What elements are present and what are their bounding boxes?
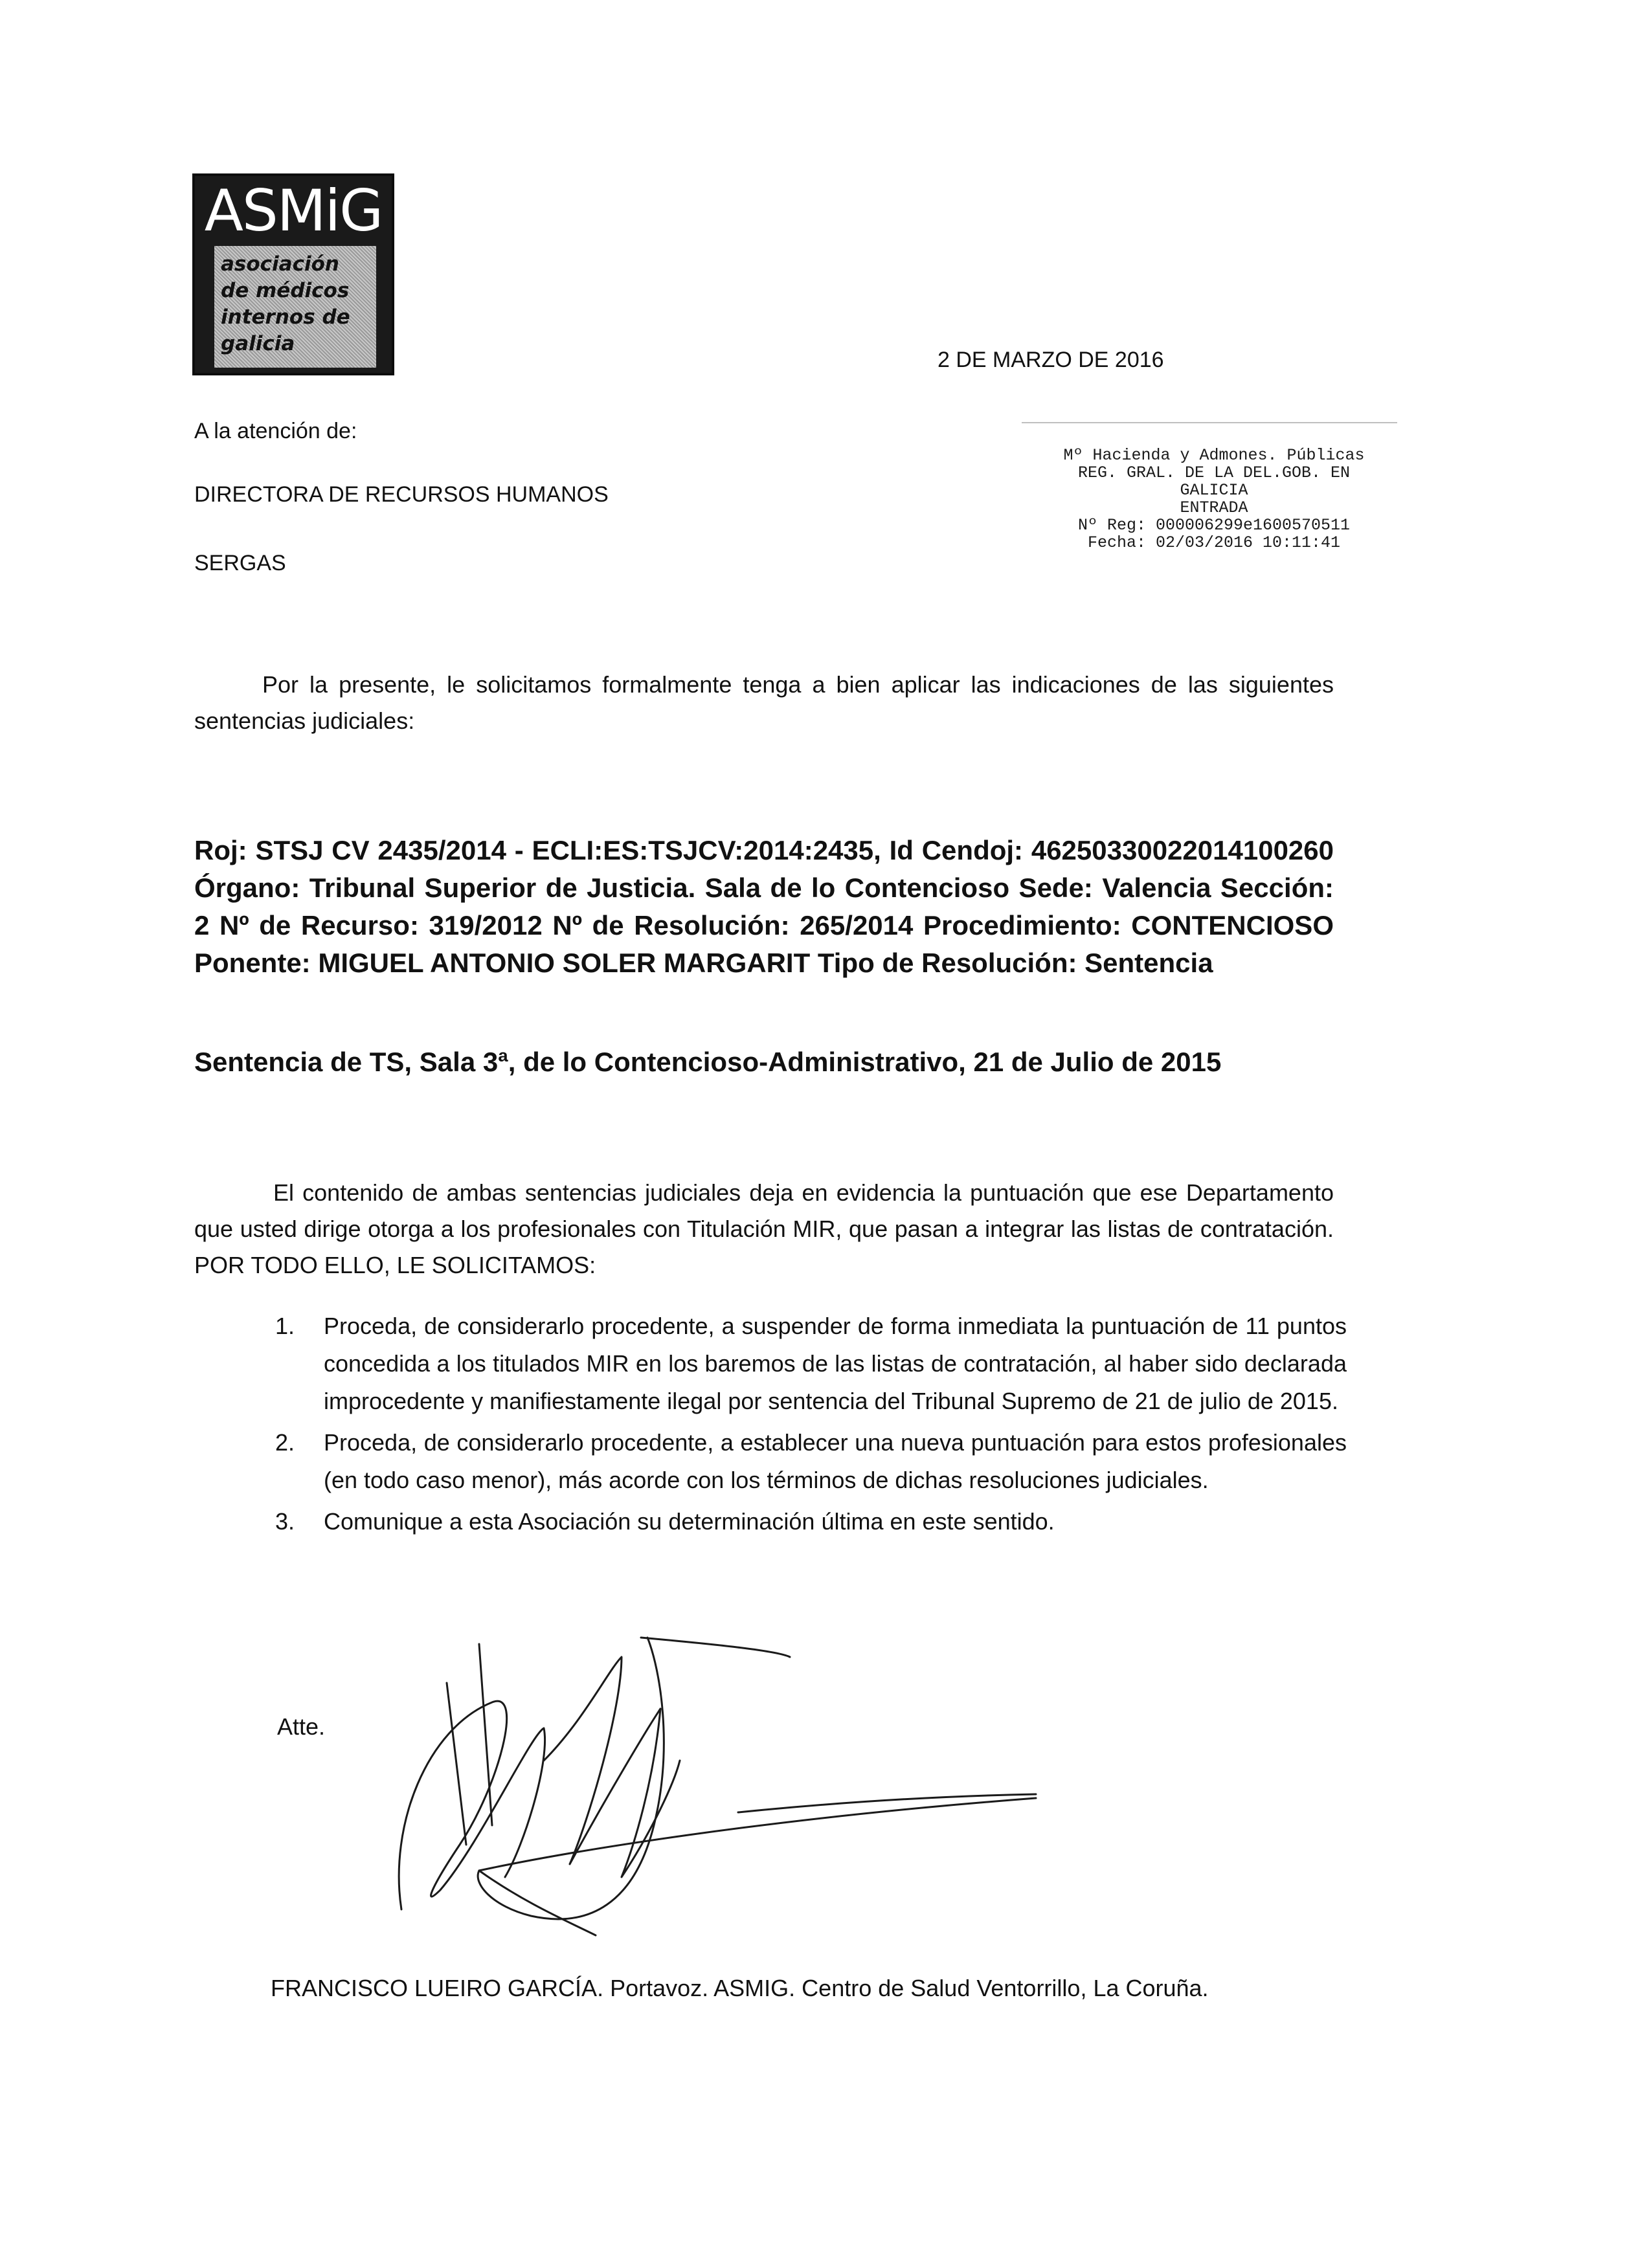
main-paragraph: El contenido de ambas sentencias judiciales deja en evidencia la puntuación que ese Departamento que usted dirige otorga a los profesionales con Titulación MIR, que pasan a integrar las listas de contratación. POR TODO ELLO, LE SOLICITAMOS: xyxy=(194,1179,1334,1278)
request-number: 2. xyxy=(275,1429,295,1456)
logo-subtitle-line: asociación xyxy=(221,252,339,276)
asmig-logo xyxy=(192,173,394,375)
attention-label: A la atención de: xyxy=(194,419,357,443)
judgment-reference-1: Roj: STSJ CV 2435/2014 - ECLI:ES:TSJCV:2014:2435, Id Cendoj: 46250330022014100260 Órgano: Tribunal Superior de Justicia. Sala de lo Contencioso Sede: Valencia Sección: 2 Nº de Recurso: 319/2012 Nº de Resolución: 265/2014 Procedimiento: CONTENCIOSO Ponente: MIGUEL ANTONIO SOLER MARGARIT Tipo de Resolución: Sentencia xyxy=(194,835,1334,978)
closing-salutation: Atte. xyxy=(277,1713,326,1740)
request-item xyxy=(194,1307,1347,1420)
logo-title: ASMiG xyxy=(204,177,383,244)
stamp-line: GALICIA xyxy=(1180,481,1248,500)
registry-stamp xyxy=(1010,447,1418,551)
stamp-line: ENTRADA xyxy=(1180,498,1248,517)
request-item xyxy=(194,1503,1347,1540)
requests-list xyxy=(194,1307,1347,1544)
judgment-reference-2: Sentencia de TS, Sala 3ª, de lo Contencioso-Administrativo, 21 de Julio de 2015 xyxy=(194,1047,1222,1077)
request-text: Proceda, de considerarlo procedente, a establecer una nueva puntuación para estos profesionales (en todo caso menor), más acorde con los términos de dichas resoluciones judiciales. xyxy=(324,1429,1347,1493)
request-number: 3. xyxy=(275,1508,295,1535)
recipient-title: DIRECTORA DE RECURSOS HUMANOS xyxy=(194,482,609,507)
logo-subtitle-line: internos de xyxy=(221,306,350,329)
letter-date: 2 DE MARZO DE 2016 xyxy=(938,348,1164,372)
logo-subtitle xyxy=(214,246,376,368)
request-text: Proceda, de considerarlo procedente, a suspender de forma inmediata la puntuación de 11 puntos concedida a los titulados MIR en los baremos de las listas de contratación, al haber sido declarada improcedente y manifiestamente ilegal por sentencia del Tribunal Supremo de 21 de julio de 2015. xyxy=(324,1313,1347,1414)
handwritten-signature xyxy=(376,1631,1049,1955)
stamp-line: Fecha: 02/03/2016 10:11:41 xyxy=(1087,533,1341,552)
signatory-line: FRANCISCO LUEIRO GARCÍA. Portavoz. ASMIG. Centro de Salud Ventorrillo, La Coruña. xyxy=(271,1975,1209,2001)
recipient-org: SERGAS xyxy=(194,551,286,575)
stamp-line: REG. GRAL. DE LA DEL.GOB. EN xyxy=(1077,463,1351,482)
stamp-line: Nº Reg: 000006299e1600570511 xyxy=(1077,516,1351,535)
stamp-rule xyxy=(1022,422,1397,423)
request-item xyxy=(194,1424,1347,1499)
intro-paragraph: Por la presente, le solicitamos formalmente tenga a bien aplicar las indicaciones de las siguientes sentencias judiciales: xyxy=(194,671,1334,734)
logo-subtitle-line: de médicos xyxy=(221,279,350,302)
logo-subtitle-line: galicia xyxy=(221,332,295,355)
request-text: Comunique a esta Asociación su determinación última en este sentido. xyxy=(324,1508,1055,1535)
request-number: 1. xyxy=(275,1313,295,1339)
stamp-line: Mº Hacienda y Admones. Públicas xyxy=(1063,446,1365,465)
